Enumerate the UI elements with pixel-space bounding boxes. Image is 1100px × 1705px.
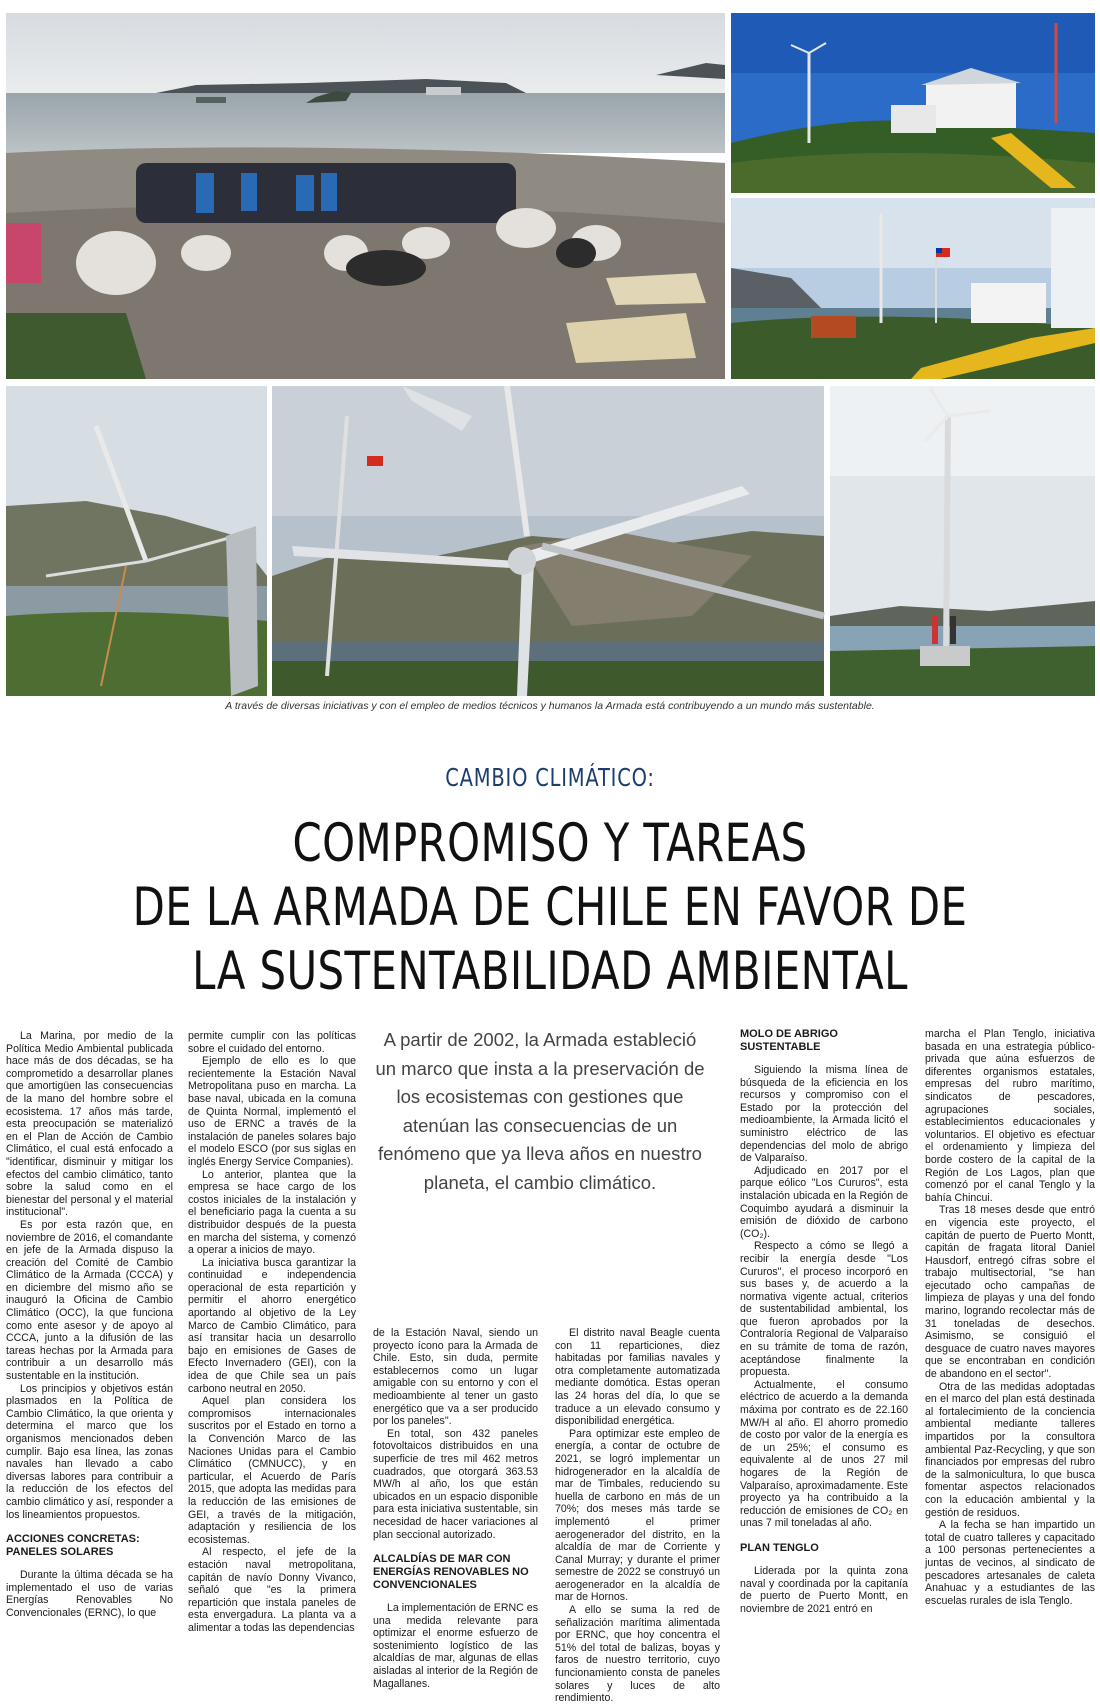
- article-column-2: [188, 1030, 356, 1635]
- turbine-install-photo: [6, 386, 267, 696]
- paragraph: En total, son 432 paneles fotovoltaicos distribuidos en una superficie de tres mil 462 metros cuadrados, que otorgará 363.53 MW/h al año, los que están ubicados en un espacio disponible para esta iniciativa sustentable, sin necesidad de hacer variaciones al plan seccional autorizado.: [373, 1427, 538, 1541]
- headline-line: DE LA ARMADA DE CHILE EN FAVOR DE: [132, 877, 968, 938]
- section-heading: PLAN TENGLO: [740, 1541, 819, 1554]
- section-heading: MOLO DE ABRIGO SUSTENTABLE: [740, 1028, 838, 1053]
- paragraph: La iniciativa busca garantizar la continuidad e independencia operacional de esta repartición y permitir el ahorro energético aportando al objetivo de la Ley Marco de Cambio Climático, para así transitar hacia un desarrollo bajo en emisiones de Gases de Efecto Invernadero (GEI), con la idea de que Chile sea un país carbono neutral en 2050.: [188, 1256, 356, 1395]
- article-column-1: [6, 1030, 173, 1620]
- paragraph: Respecto a cómo se llegó a recibir la energía desde "Los Cururos", el proceso incorporó en sus bases y, de acuerdo a la normativa vigente actual, criterios de sustentabilidad ambiental, los que fueron aprobados por la Contraloría Regional de Valparaíso en su trámite de toma de razón, aceptándose finalmente la propuesta.: [740, 1240, 908, 1379]
- naval-station-photo: [731, 13, 1095, 193]
- section-heading: ACCIONES CONCRETAS: PANELES SOLARES: [6, 1533, 140, 1559]
- article-column-4: [555, 1327, 720, 1705]
- section-heading: ALCALDÍAS DE MAR CON ENERGÍAS RENOVABLES NO CONVENCIONALES: [373, 1553, 529, 1592]
- paragraph: A la fecha se han impartido un total de cuatro talleres y capacitado a 100 personas pertenecientes a juntas de vecinos, al sindicato de pescadores artesanales de caleta Anahuac y a estudiantes de las escuelas rurales de isla Tenglo.: [925, 1519, 1095, 1607]
- paragraph: Tras 18 meses desde que entró en vigencia este proyecto, el capitán de puerto de Puerto Montt, capitán de fragata litoral Daniel Hausdorf, entregó cifras sobre el trabajo multisectorial, "se han ejecutado ocho campañas de limpieza de playas y una del fondo marino, logrando recolectar más de 31 toneladas de desechos. Asimismo, se consiguió el desguace de cuatro naves mayores que se encontraban en condición de abandono en el sector".: [925, 1204, 1095, 1381]
- paragraph: Es por esta razón que, en noviembre de 2016, el comandante en jefe de la Armada dispuso la creación del Comité de Cambio Climático de la Armada (CCCA) y en diciembre del mismo año se inauguró la Oficina de Cambio Climático (OCC), la que funciona como ente asesor y de apoyo al CCCA, junto a la difusión de las tareas hechas por la Armada para contribuir a un desarrollo más sustentable en la institución.: [6, 1218, 173, 1383]
- photo-caption: A través de diversas iniciativas y con el empleo de medios técnicos y humanos la Armada está contribuyendo a un mundo más sustentable.: [225, 700, 875, 712]
- paragraph: marcha el Plan Tenglo, iniciativa basada en una estrategia público-privada que aúna esfuerzos de diferentes organismos estatales, empresas del rubro marítimo, sindicatos de pescadores, agrupaciones sociales, establecimientos educacionales y voluntarios. El objetivo es efectuar el ordenamiento y limpieza del borde costero de la capital de la Región de Los Lagos, plan que comenzó por el canal Tenglo y la bahía Chincui.: [925, 1028, 1095, 1204]
- paragraph: Ejemplo de ello es lo que recientemente la Estación Naval Metropolitana puso en marcha. La base naval, ubicada en la comuna de Quinta Normal, implementó el uso de ERNC a través de la instalación de paneles solares bajo el modelo ESCO (por sus siglas en inglés Energy Service Companies).: [188, 1055, 356, 1168]
- pull-quote: A partir de 2002, la Armada estableció un marco que insta a la preservación de los ecosistemas con gestiones que atenúan las consecuencias de un fenómeno que ya lleva años en nuestro planeta, el cambio climático.: [375, 1029, 705, 1193]
- article-column-3: [373, 1327, 538, 1690]
- station-flag-photo: [731, 198, 1095, 379]
- paragraph: Al respecto, el jefe de la estación naval metropolitana, capitán de navío Donny Vivanco, señaló que "es la primera repartición que instala paneles de esta envergadura. La planta va a alimentar a todas las dependencias: [188, 1546, 356, 1634]
- paragraph: Siguiendo la misma línea de búsqueda de la eficiencia en los recursos y compromiso con el Estado por la protección del medioambiente, la Armada licitó el suministro eléctrico de las dependencias del molo de abrigo de Valparaíso.: [740, 1064, 908, 1165]
- paragraph: Adjudicado en 2017 por el parque eólico "Los Cururos", esta instalación ubicada en la Región de Coquimbo ayudará a disminuir la emisión de dióxido de carbono (CO₂).: [740, 1164, 908, 1240]
- paragraph: de la Estación Naval, siendo un proyecto ícono para la Armada de Chile. Esto, sin duda, permite establecernos como un lugar amigable con su entorno y con el medioambiente al tener un gasto energético que va a ser producido por los paneles".: [373, 1327, 538, 1428]
- paragraph: Durante la última década se ha implementado el uso de varias Energías Renovables No Convencionales (ERNC), lo que: [6, 1569, 173, 1619]
- paragraph: Liderada por la quinta zona naval y coordinada por la capitanía de puerto de Puerto Montt, en noviembre de 2021 entró en: [740, 1564, 908, 1615]
- paragraph: Actualmente, el consumo eléctrico de acuerdo a la demanda máxima por contrato es de 22.160 MW/H al año. El ahorro promedio de costo por valor de la energía es de un 25%; el consumo es equivalente al de unos 27 mil hogares de la Región de Valparaíso, aproximadamente. Este proyecto ya ha contribuido a la reducción de emisiones de CO₂ en unas 7 mil toneladas al año.: [740, 1378, 908, 1530]
- paragraph: Aquel plan considera los compromisos internacionales suscritos por el Estado en torno a la Convención Marco de las Naciones Unidas para el Cambio Climático (CMNUCC), y en particular, el Acuerdo de París 2015, que adopta las medidas para la reducción de las emisiones de GEI, a través de la mitigación, adaptación y resiliencia de los ecosistemas.: [188, 1395, 356, 1546]
- paragraph: Los principios y objetivos están plasmados en la Política de Cambio Climático, la que orienta y determina el marco que los organismos mencionados deben cumplir. Bajo esa línea, las zonas navales han llevado a cabo diversas labores para contribuir a la reducción de los efectos del cambio climático y así, responder a los lineamientos propuestos.: [6, 1382, 173, 1521]
- paragraph: La implementación de ERNC es una medida relevante para optimizar el enorme esfuerzo de sostenimiento logístico de las alcaldías de mar, algunas de ellas aisladas al interior de la Región de Magallanes.: [373, 1602, 538, 1690]
- paragraph: La Marina, por medio de la Política Medio Ambiental publicada hace más de dos décadas, se ha comprometido a desarrollar planes que amortigüen las consecuencias de la mano del hombre sobre el ecosistema. 17 años más tarde, esta preocupación se materializó en el Plan de Acción de Cambio Climático, el cual está enfocado a "identificar, disminuir y mitigar los efectos del cambio climático, tanto sobre la salud como en el bienestar del personal y el material institucional".: [6, 1030, 173, 1219]
- paragraph: Lo anterior, plantea que la empresa se hace cargo de los costos iniciales de la instalación y el beneficiario paga la cuenta a su distribuidor después de la puesta en marcha del sistema, y comenzó a operar a inicios de mayo.: [188, 1168, 356, 1257]
- headline-line: LA SUSTENTABILIDAD AMBIENTAL: [192, 941, 908, 1002]
- paragraph: Otra de las medidas adoptadas en el marco del plan está destinada al fortalecimiento de la conciencia ambiental mediante talleres impartidos por la consultora ambiental Paz-Recycling, y que son financiados por empresas del rubro de la salmonicultura, lo que busca fomentar aspectos relacionados con la educación ambiental y la gestión de residuos.: [925, 1380, 1095, 1519]
- article-column-5: [740, 1028, 908, 1615]
- headline-line: COMPROMISO Y TAREAS: [292, 813, 808, 874]
- beach-cleanup-photo: [6, 13, 725, 379]
- paragraph: A ello se suma la red de señalización marítima alimentada por ERNC, que hoy concentra el 51% del total de balizas, boyas y faros de nuestro territorio, cuyo funcionamiento consta de paneles solares y luces de alto rendimiento.: [555, 1604, 720, 1705]
- article-column-6: [925, 1028, 1095, 1607]
- paragraph: Para optimizar este empleo de energía, a contar de octubre de 2021, se logró implementar un hidrogenerador en la alcaldía de mar de Timbales, reduciendo su huella de carbono en más de un 70%; dos meses más tarde se implementó el primer aerogenerador del distrito, en la alcaldía de mar de Corriente y Canal Murray; y durante el primer semestre de 2022 se construyó un aerogenerador en la alcaldía de mar de Hornos.: [555, 1427, 720, 1604]
- paragraph: permite cumplir con las políticas sobre el cuidado del entorno.: [188, 1030, 356, 1055]
- headline: [116, 812, 985, 1004]
- paragraph: El distrito naval Beagle cuenta con 11 reparticiones, diez habitadas por familias navales y otra completamente automatizada mediante domótica. Estas operan las 24 horas del día, lo que se traduce a un elevado consumo y disponibilidad energética.: [555, 1327, 720, 1428]
- turbine-tower-photo: [830, 386, 1095, 696]
- kicker: CAMBIO CLIMÁTICO:: [445, 763, 655, 792]
- turbine-closeup-photo: [272, 386, 824, 696]
